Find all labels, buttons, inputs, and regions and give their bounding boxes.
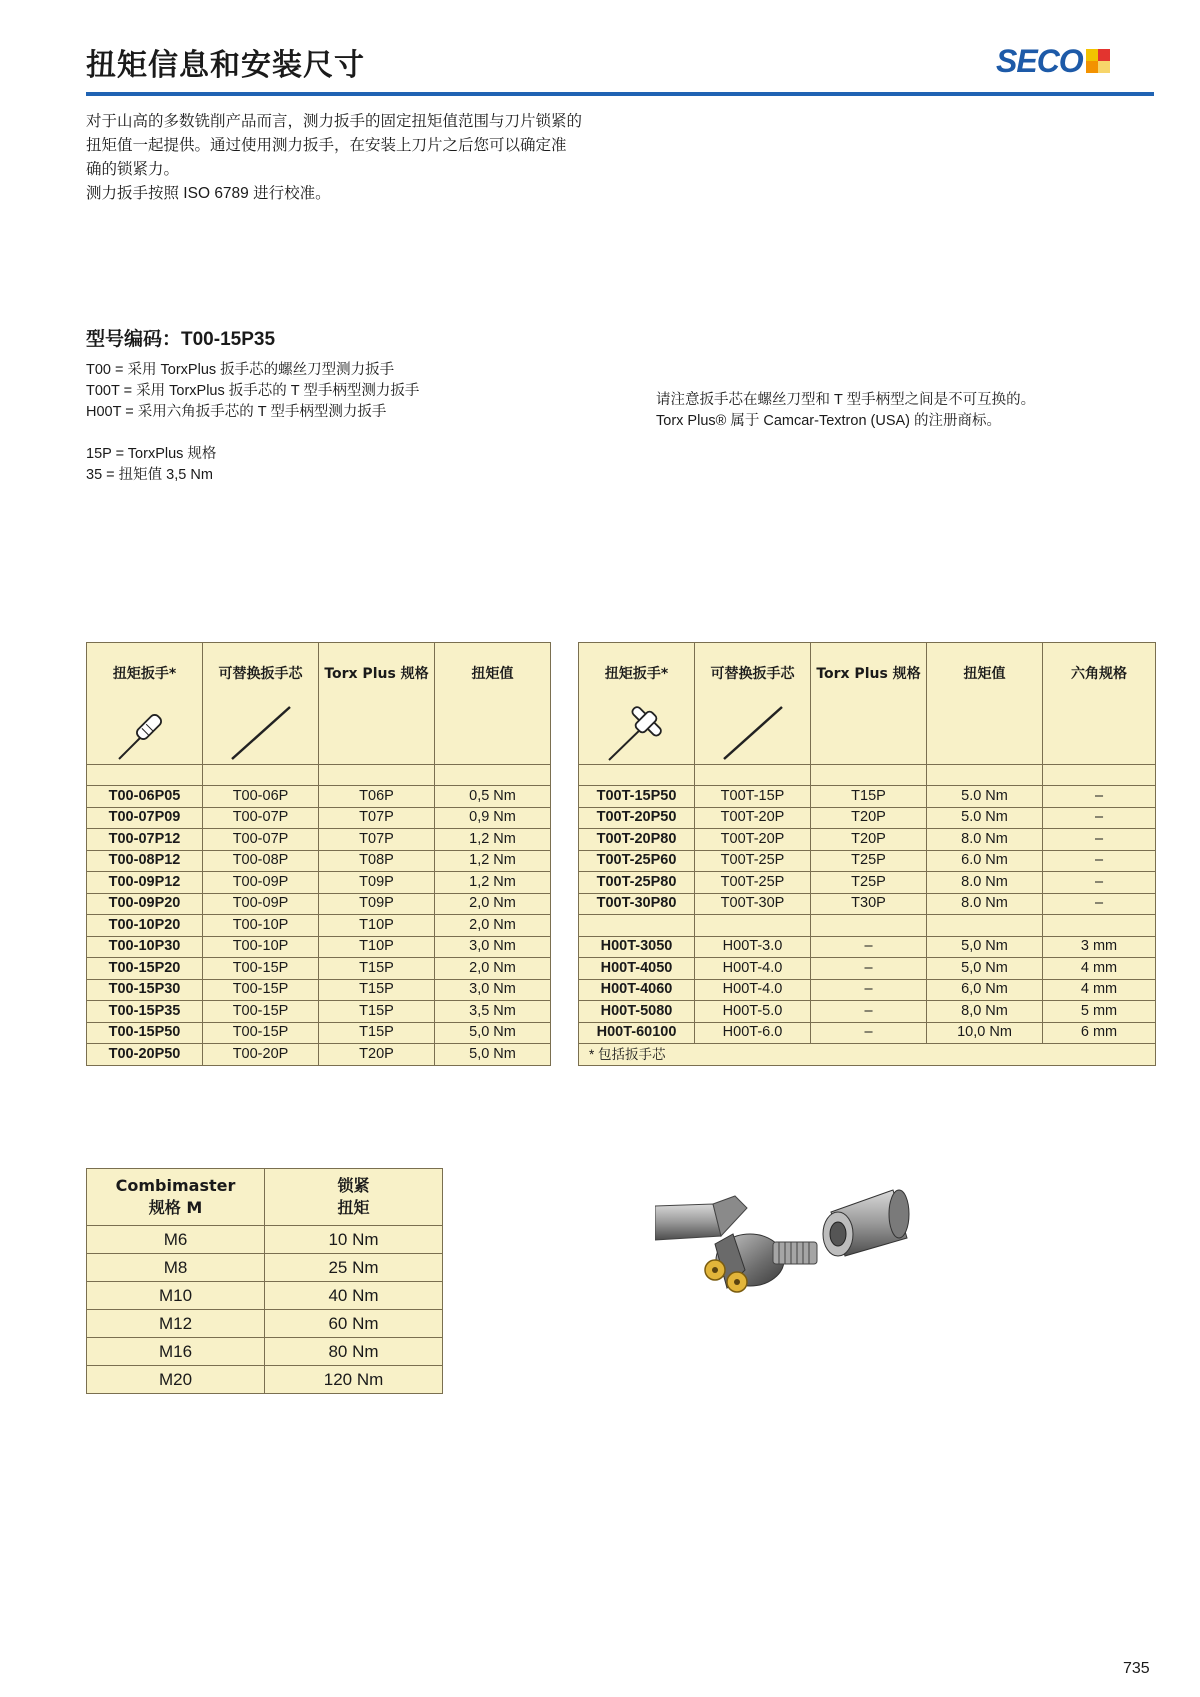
- table-cell: 80 Nm: [265, 1338, 443, 1366]
- intro-line: 测力扳手按照 ISO 6789 进行校准。: [86, 185, 331, 202]
- table-cell: M20: [87, 1366, 265, 1394]
- table-cell: 5,0 Nm: [435, 1044, 551, 1066]
- table-cell: 5,0 Nm: [435, 1022, 551, 1044]
- table-cell: T00-07P: [203, 807, 319, 829]
- replacement-bit-icon: [720, 703, 786, 763]
- table-row: [579, 872, 1156, 894]
- table-row: [87, 829, 551, 851]
- table-cell: 5.0 Nm: [927, 807, 1043, 829]
- table-row: [579, 958, 1156, 980]
- table-cell: 2,0 Nm: [435, 958, 551, 980]
- table-cell: –: [1043, 807, 1156, 829]
- table-cell: T00-15P: [203, 1001, 319, 1023]
- table-row: [87, 1366, 443, 1394]
- table-cell: 40 Nm: [265, 1282, 443, 1310]
- table-cell: T00-09P: [203, 872, 319, 894]
- table-row: [87, 1226, 443, 1254]
- table-row: [87, 936, 551, 958]
- table-cell: T08P: [319, 850, 435, 872]
- t-handle-wrench-icon: [605, 703, 669, 763]
- table-cell: T00-15P50: [87, 1022, 203, 1044]
- table-cell: 8.0 Nm: [927, 829, 1043, 851]
- table-cell: T00-08P12: [87, 850, 203, 872]
- table-row: [87, 1282, 443, 1310]
- table-cell: T25P: [811, 872, 927, 894]
- table-cell: H00T-3050: [579, 936, 695, 958]
- table-cell: T15P: [319, 958, 435, 980]
- table-cell: T00-08P: [203, 850, 319, 872]
- header-rule: [86, 92, 1154, 96]
- table-cell: 60 Nm: [265, 1310, 443, 1338]
- table-cell: T00T-25P: [695, 850, 811, 872]
- legend-line: H00T = 采用六角扳手芯的 T 型手柄型测力扳手: [86, 404, 387, 420]
- table-row: [579, 893, 1156, 915]
- page-number: 735: [1123, 1660, 1150, 1677]
- table-row: [87, 915, 551, 937]
- table-cell: 5 mm: [1043, 1001, 1156, 1023]
- header-label: Torx Plus 规格: [816, 666, 921, 682]
- header-torque-wrench: [87, 643, 203, 765]
- table-cell: T15P: [319, 1022, 435, 1044]
- table-cell: T09P: [319, 872, 435, 894]
- table-cell: [1043, 915, 1156, 937]
- intro-line: 对于山高的多数铣削产品而言，测力扳手的固定扭矩值范围与刀片锁紧的: [86, 113, 583, 130]
- header-label: 扭矩: [337, 1198, 370, 1217]
- table-cell: T00-15P35: [87, 1001, 203, 1023]
- table-cell: T00T-20P50: [579, 807, 695, 829]
- table-cell: 10,0 Nm: [927, 1022, 1043, 1044]
- table-cell: [579, 915, 695, 937]
- table-cell: T00-06P: [203, 786, 319, 808]
- table-cell: [927, 915, 1043, 937]
- header-torx-size: [811, 643, 927, 765]
- table-cell: –: [1043, 786, 1156, 808]
- header-bit: [695, 643, 811, 765]
- header-label: 扭矩扳手*: [112, 666, 177, 682]
- table-row: [87, 786, 551, 808]
- header-label: 可替换扳手芯: [218, 666, 303, 682]
- header-label: 扭矩扳手*: [604, 666, 669, 682]
- table-cell: 5,0 Nm: [927, 958, 1043, 980]
- table-cell: 3,5 Nm: [435, 1001, 551, 1023]
- table-cell: T07P: [319, 829, 435, 851]
- note-line: Torx Plus® 属于 Camcar-Textron (USA) 的注册商标。: [656, 413, 1002, 429]
- table-row: [87, 1338, 443, 1366]
- t-handle-wrench-table: [578, 642, 1156, 1066]
- table-cell: [695, 915, 811, 937]
- table-cell: [811, 915, 927, 937]
- intro-line: 确的锁紧力。: [86, 161, 180, 178]
- table-cell: –: [1043, 850, 1156, 872]
- table-cell: T15P: [319, 1001, 435, 1023]
- legend-line: 15P = TorxPlus 规格: [86, 446, 217, 462]
- table-cell: H00T-5.0: [695, 1001, 811, 1023]
- table-cell: 4 mm: [1043, 958, 1156, 980]
- table-cell: 1,2 Nm: [435, 872, 551, 894]
- table-cell: T00T-20P80: [579, 829, 695, 851]
- intro-line: 扭矩值一起提供。通过使用测力扳手，在安装上刀片之后您可以确定准: [86, 137, 567, 154]
- table-cell: 5,0 Nm: [927, 936, 1043, 958]
- table-cell: T09P: [319, 893, 435, 915]
- table-cell: T10P: [319, 915, 435, 937]
- table-cell: –: [811, 1022, 927, 1044]
- table-cell: 1,2 Nm: [435, 829, 551, 851]
- combimaster-table: [86, 1168, 443, 1394]
- header-label: 规格 M: [148, 1198, 203, 1217]
- code-legend: [86, 360, 419, 486]
- header-label: 扭矩值: [471, 666, 514, 682]
- code-heading: 型号编码：T00-15P35: [86, 329, 276, 350]
- combimaster-cutter-illustration: [655, 1178, 935, 1328]
- table-row: [87, 1022, 551, 1044]
- table-row: [87, 893, 551, 915]
- table-cell: M6: [87, 1226, 265, 1254]
- table-cell: T00-09P20: [87, 893, 203, 915]
- table-cell: T00T-30P: [695, 893, 811, 915]
- table-row: [579, 1001, 1156, 1023]
- table-cell: 0,9 Nm: [435, 807, 551, 829]
- note-line: 请注意扳手芯在螺丝刀型和 T 型手柄型之间是不可互换的。: [656, 392, 1036, 408]
- header-torx-size: [319, 643, 435, 765]
- table-cell: H00T-5080: [579, 1001, 695, 1023]
- header-torque-value: [435, 643, 551, 765]
- table-row: [579, 850, 1156, 872]
- table-row: [87, 958, 551, 980]
- logo-mark-icon: [1086, 49, 1110, 73]
- table-row: [579, 1022, 1156, 1044]
- table-cell: T00-07P09: [87, 807, 203, 829]
- header-locking-torque: [265, 1169, 443, 1226]
- table-cell: –: [811, 979, 927, 1001]
- table-cell: T00T-25P60: [579, 850, 695, 872]
- table-cell: 2,0 Nm: [435, 915, 551, 937]
- header-hex-size: [1043, 643, 1156, 765]
- table-cell: –: [1043, 893, 1156, 915]
- header-label: 可替换扳手芯: [710, 666, 795, 682]
- header-torque-wrench: [579, 643, 695, 765]
- seco-logo: [996, 44, 1110, 78]
- table-cell: T00-20P50: [87, 1044, 203, 1066]
- table-row: [87, 1044, 551, 1066]
- table-cell: M8: [87, 1254, 265, 1282]
- header-bit: [203, 643, 319, 765]
- table-cell: T00T-25P: [695, 872, 811, 894]
- table-cell: –: [811, 1001, 927, 1023]
- table-cell: 4 mm: [1043, 979, 1156, 1001]
- table-row: [87, 872, 551, 894]
- table-cell: T10P: [319, 936, 435, 958]
- table-cell: H00T-3.0: [695, 936, 811, 958]
- table-cell: T20P: [319, 1044, 435, 1066]
- table-cell: T00-15P: [203, 1022, 319, 1044]
- table-row: [87, 1001, 551, 1023]
- interchange-note: [656, 390, 1035, 432]
- table-cell: T25P: [811, 850, 927, 872]
- table-cell: 2,0 Nm: [435, 893, 551, 915]
- table-cell: M12: [87, 1310, 265, 1338]
- table-cell: T00-10P: [203, 915, 319, 937]
- header-label: Torx Plus 规格: [324, 666, 429, 682]
- table-cell: T00T-15P: [695, 786, 811, 808]
- table-cell: T00-09P12: [87, 872, 203, 894]
- table-row: [579, 979, 1156, 1001]
- table-cell: T30P: [811, 893, 927, 915]
- table-row: [579, 915, 1156, 937]
- table-cell: M16: [87, 1338, 265, 1366]
- table-row: [87, 850, 551, 872]
- table-cell: T00-15P: [203, 958, 319, 980]
- legend-line: 35 = 扭矩值 3,5 Nm: [86, 467, 213, 483]
- table-cell: –: [1043, 829, 1156, 851]
- table-cell: 6 mm: [1043, 1022, 1156, 1044]
- table-row: [579, 807, 1156, 829]
- legend-line: T00T = 采用 TorxPlus 扳手芯的 T 型手柄型测力扳手: [86, 383, 420, 399]
- header-label: 锁紧: [337, 1176, 370, 1195]
- table-cell: 6.0 Nm: [927, 850, 1043, 872]
- table-cell: T00-20P: [203, 1044, 319, 1066]
- table-cell: T00T-15P50: [579, 786, 695, 808]
- table-row: [579, 786, 1156, 808]
- table-cell: 3,0 Nm: [435, 936, 551, 958]
- table-cell: T20P: [811, 829, 927, 851]
- table-cell: 6,0 Nm: [927, 979, 1043, 1001]
- table-cell: T00-06P05: [87, 786, 203, 808]
- table-cell: 1,2 Nm: [435, 850, 551, 872]
- table-cell: T00T-30P80: [579, 893, 695, 915]
- table-cell: T06P: [319, 786, 435, 808]
- table-cell: 10 Nm: [265, 1226, 443, 1254]
- table-cell: T00-10P20: [87, 915, 203, 937]
- table-cell: H00T-4.0: [695, 958, 811, 980]
- table-cell: H00T-4060: [579, 979, 695, 1001]
- table-cell: 5.0 Nm: [927, 786, 1043, 808]
- page-title: 扭矩信息和安装尺寸: [86, 48, 365, 83]
- logo-text: SECO: [996, 42, 1083, 79]
- table-cell: T00-07P: [203, 829, 319, 851]
- table-cell: T00T-20P: [695, 807, 811, 829]
- table-cell: 8,0 Nm: [927, 1001, 1043, 1023]
- table-cell: T00-15P20: [87, 958, 203, 980]
- header-label: 扭矩值: [963, 666, 1006, 682]
- table-cell: 8.0 Nm: [927, 872, 1043, 894]
- table-cell: T00-10P: [203, 936, 319, 958]
- table-row: [579, 829, 1156, 851]
- table-cell: –: [811, 958, 927, 980]
- screwdriver-wrench-table: [86, 642, 551, 1066]
- table-cell: T00T-20P: [695, 829, 811, 851]
- table-cell: –: [811, 936, 927, 958]
- table-row: [87, 807, 551, 829]
- table-cell: T00-15P30: [87, 979, 203, 1001]
- table-cell: 0,5 Nm: [435, 786, 551, 808]
- header-torque-value: [927, 643, 1043, 765]
- table-cell: H00T-60100: [579, 1022, 695, 1044]
- table-cell: H00T-6.0: [695, 1022, 811, 1044]
- table-cell: –: [1043, 872, 1156, 894]
- table-cell: T15P: [319, 979, 435, 1001]
- table-cell: 120 Nm: [265, 1366, 443, 1394]
- table-cell: T07P: [319, 807, 435, 829]
- table-row: [87, 1254, 443, 1282]
- table-cell: T00-09P: [203, 893, 319, 915]
- table-cell: 3 mm: [1043, 936, 1156, 958]
- intro-paragraph: [86, 110, 706, 206]
- header-combimaster-size: [87, 1169, 265, 1226]
- table-cell: T20P: [811, 807, 927, 829]
- table-cell: T00T-25P80: [579, 872, 695, 894]
- screwdriver-wrench-icon: [115, 703, 175, 763]
- legend-line: T00 = 采用 TorxPlus 扳手芯的螺丝刀型测力扳手: [86, 362, 395, 378]
- table-cell: 25 Nm: [265, 1254, 443, 1282]
- table-cell: M10: [87, 1282, 265, 1310]
- header-label: Combimaster: [115, 1176, 236, 1195]
- table-cell: 8.0 Nm: [927, 893, 1043, 915]
- table-row: [579, 936, 1156, 958]
- table-cell: 3,0 Nm: [435, 979, 551, 1001]
- table-row: [87, 1310, 443, 1338]
- table-cell: T15P: [811, 786, 927, 808]
- table-cell: H00T-4050: [579, 958, 695, 980]
- header-label: 六角规格: [1071, 666, 1127, 682]
- table-cell: T00-10P30: [87, 936, 203, 958]
- table-cell: T00-15P: [203, 979, 319, 1001]
- table-footnote: * 包括扳手芯: [579, 1044, 1156, 1066]
- replacement-bit-icon: [228, 703, 294, 763]
- table-cell: H00T-4.0: [695, 979, 811, 1001]
- table-row: [87, 979, 551, 1001]
- table-cell: T00-07P12: [87, 829, 203, 851]
